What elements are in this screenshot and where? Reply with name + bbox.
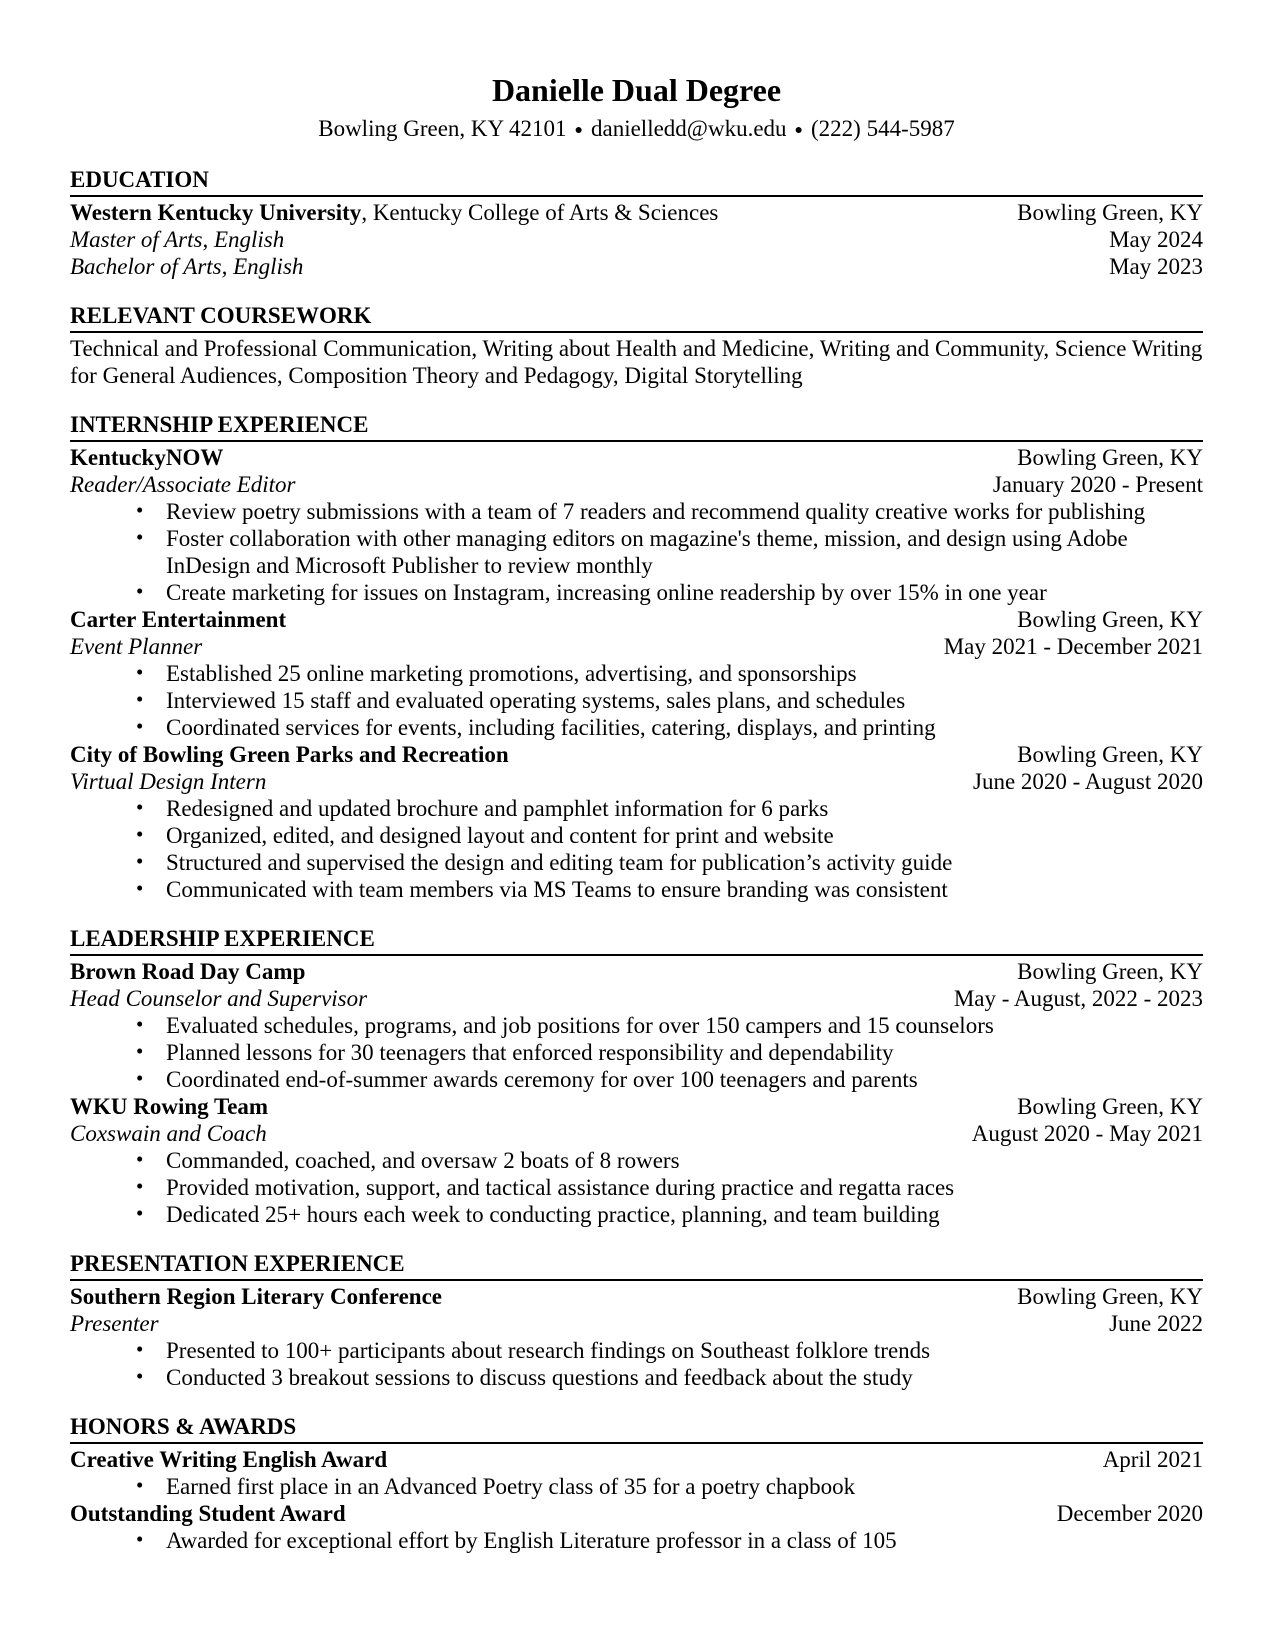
bullet-text: Review poetry submissions with a team of 7 readers and recommend quality creative works for publishing [166, 499, 1146, 524]
bullet-item [70, 1066, 1203, 1093]
bullet-item [70, 687, 1203, 714]
entry-location: Bowling Green, KY [1017, 200, 1203, 225]
bullet-item [70, 1201, 1203, 1228]
bullet-item [70, 1473, 1203, 1500]
entry-location: Bowling Green, KY [1017, 607, 1203, 632]
bullet-list [70, 498, 1203, 606]
org-suffix: , Kentucky College of Arts & Sciences [361, 200, 719, 225]
coursework-paragraph: Technical and Professional Communication, Writing about Health and Medicine, Writing and Community, Science Writing for General Audiences, Composition Theory and Pedagogy, Digital Storytelling [70, 336, 1203, 388]
org-name: Carter Entertainment [70, 607, 287, 632]
bullet-item [70, 822, 1203, 849]
bullet-item [70, 1174, 1203, 1201]
bullet-text: Conducted 3 breakout sessions to discuss questions and feedback about the study [166, 1365, 913, 1390]
entry-title [70, 199, 718, 226]
bullet-text: Organized, edited, and designed layout and content for print and website [166, 823, 834, 848]
org-name: WKU Rowing Team [70, 1094, 269, 1119]
bullet-text: Communicated with team members via MS Teams to ensure branding was consistent [166, 877, 948, 902]
entry-header-row [70, 958, 1203, 985]
entry [70, 741, 1203, 903]
entry-location: December 2020 [1056, 1501, 1203, 1526]
entry-dates: June 2020 - August 2020 [973, 769, 1203, 794]
entry-header-row [70, 741, 1203, 768]
resume-header [70, 70, 1203, 144]
entry-title [70, 606, 286, 633]
bullet-icon: • [136, 687, 144, 711]
section-honors-awards [70, 1413, 1203, 1554]
section-heading: PRESENTATION EXPERIENCE [70, 1250, 1203, 1281]
bullet-item [70, 1012, 1203, 1039]
bullet-list [70, 795, 1203, 903]
section-heading: INTERNSHIP EXPERIENCE [70, 411, 1203, 442]
entry-location: Bowling Green, KY [1017, 959, 1203, 984]
bullet-text: Established 25 online marketing promotions, advertising, and sponsorships [166, 661, 857, 686]
bullet-icon: • [136, 1039, 144, 1063]
bullet-icon: • [136, 876, 144, 900]
entry [70, 1446, 1203, 1500]
entry-role: Presenter [70, 1311, 159, 1336]
bullet-item [70, 1039, 1203, 1066]
bullet-icon: • [136, 660, 144, 684]
bullet-icon: • [136, 498, 144, 522]
bullet-item [70, 1527, 1203, 1554]
bullet-text: Commanded, coached, and oversaw 2 boats of 8 rowers [166, 1148, 680, 1173]
degree-date: May 2023 [1109, 254, 1203, 279]
org-name: Brown Road Day Camp [70, 959, 306, 984]
entry-location: Bowling Green, KY [1017, 1094, 1203, 1119]
contact-phone: (222) 544-5987 [811, 116, 955, 141]
entry [70, 606, 1203, 741]
entry-title [70, 1500, 346, 1527]
bullet-item [70, 876, 1203, 903]
entry-dates: May - August, 2022 - 2023 [953, 986, 1203, 1011]
section-heading: EDUCATION [70, 166, 1203, 197]
bullet-item [70, 498, 1203, 525]
bullet-icon: • [136, 1147, 144, 1171]
entry [70, 1500, 1203, 1554]
bullet-text: Awarded for exceptional effort by English Literature professor in a class of 105 [166, 1528, 897, 1553]
entry-dates: May 2021 - December 2021 [943, 634, 1203, 659]
section-heading: HONORS & AWARDS [70, 1413, 1203, 1444]
bullet-icon: • [136, 1066, 144, 1090]
bullet-item [70, 849, 1203, 876]
bullet-list [70, 660, 1203, 741]
bullet-icon: • [136, 1012, 144, 1036]
entry-header-row [70, 606, 1203, 633]
bullet-list [70, 1473, 1203, 1500]
bullet-icon: • [136, 579, 144, 603]
entry-subheader-row [70, 633, 1203, 660]
entry-role: Head Counselor and Supervisor [70, 986, 368, 1011]
bullet-icon: • [136, 1201, 144, 1225]
entry-header-row [70, 1446, 1203, 1473]
bullet-icon: • [136, 1364, 144, 1388]
bullet-text: Planned lessons for 30 teenagers that enforced responsibility and dependability [166, 1040, 894, 1065]
bullet-list [70, 1337, 1203, 1391]
entry-header-row [70, 1093, 1203, 1120]
entry-subheader-row [70, 1120, 1203, 1147]
bullet-icon: • [136, 1337, 144, 1361]
degree-name: Bachelor of Arts, English [70, 254, 304, 279]
bullet-item [70, 1147, 1203, 1174]
section-heading: LEADERSHIP EXPERIENCE [70, 925, 1203, 956]
org-name: KentuckyNOW [70, 445, 224, 470]
bullet-text: Foster collaboration with other managing editors on magazine's theme, mission, and design using Adobe InDesign and Microsoft Publisher to review monthly [166, 526, 1128, 578]
bullet-text: Coordinated end-of-summer awards ceremony for over 100 teenagers and parents [166, 1067, 918, 1092]
org-name: City of Bowling Green Parks and Recreation [70, 742, 509, 767]
entry-location: April 2021 [1102, 1447, 1203, 1472]
bullet-text: Provided motivation, support, and tactical assistance during practice and regatta races [166, 1175, 955, 1200]
entry-role: Reader/Associate Editor [70, 472, 296, 497]
bullet-item [70, 1337, 1203, 1364]
entry-header-row [70, 1500, 1203, 1527]
bullet-icon: • [136, 1174, 144, 1198]
bullet-text: Create marketing for issues on Instagram, increasing online readership by over 15% in one year [166, 580, 1047, 605]
org-name: Southern Region Literary Conference [70, 1284, 442, 1309]
candidate-name: Danielle Dual Degree [491, 72, 782, 108]
org-name: Western Kentucky University [70, 200, 362, 225]
contact-location: Bowling Green, KY 42101 [318, 116, 567, 141]
section-leadership-experience [70, 925, 1203, 1228]
bullet-text: Dedicated 25+ hours each week to conducting practice, planning, and team building [166, 1202, 940, 1227]
degree-name: Master of Arts, English [70, 227, 285, 252]
entry-title [70, 958, 305, 985]
entry-role: Virtual Design Intern [70, 769, 267, 794]
entry-location: Bowling Green, KY [1017, 1284, 1203, 1309]
entry-location: Bowling Green, KY [1017, 742, 1203, 767]
bullet-text: Earned first place in an Advanced Poetry class of 35 for a poetry chapbook [166, 1474, 856, 1499]
contact-line [70, 115, 1203, 144]
bullet-text: Presented to 100+ participants about research findings on Southeast folklore trends [166, 1338, 931, 1363]
section-presentation-experience [70, 1250, 1203, 1391]
resume-sections [70, 166, 1203, 1554]
bullet-separator-icon: ● [794, 123, 804, 138]
bullet-icon: • [136, 714, 144, 738]
bullet-text: Redesigned and updated brochure and pamphlet information for 6 parks [166, 796, 829, 821]
bullet-item [70, 579, 1203, 606]
bullet-icon: • [136, 525, 144, 549]
entry-subheader-row [70, 768, 1203, 795]
entry [70, 958, 1203, 1093]
degree-date: May 2024 [1109, 227, 1203, 252]
bullet-text: Evaluated schedules, programs, and job positions for over 150 campers and 15 counselors [166, 1013, 994, 1038]
entry-subheader-row [70, 1310, 1203, 1337]
bullet-icon: • [136, 1473, 144, 1497]
entry-title [70, 741, 509, 768]
bullet-separator-icon: ● [574, 123, 583, 138]
entry [70, 444, 1203, 606]
entry-title [70, 1283, 442, 1310]
bullet-item [70, 1364, 1203, 1391]
entry-role: Event Planner [70, 634, 203, 659]
entry [70, 1093, 1203, 1228]
bullet-icon: • [136, 1527, 144, 1551]
bullet-text: Structured and supervised the design and editing team for publication’s activity guide [166, 850, 953, 875]
section-education [70, 166, 1203, 280]
degree-row [70, 253, 1203, 280]
section-heading: RELEVANT COURSEWORK [70, 302, 1203, 333]
entry-subheader-row [70, 985, 1203, 1012]
bullet-item [70, 660, 1203, 687]
entry [70, 1283, 1203, 1391]
entry-dates: January 2020 - Present [992, 472, 1203, 497]
entry-header-row [70, 1283, 1203, 1310]
entry [70, 199, 1203, 280]
bullet-text: Interviewed 15 staff and evaluated operating systems, sales plans, and schedules [166, 688, 906, 713]
bullet-list [70, 1527, 1203, 1554]
entry-title [70, 1446, 387, 1473]
bullet-icon: • [136, 849, 144, 873]
bullet-list [70, 1012, 1203, 1093]
org-name: Outstanding Student Award [70, 1501, 346, 1526]
entry-subheader-row [70, 471, 1203, 498]
bullet-text: Coordinated services for events, including facilities, catering, displays, and printing [166, 715, 936, 740]
entry-dates: June 2022 [1109, 1311, 1203, 1336]
contact-email: danielledd@wku.edu [591, 116, 787, 141]
entry-dates: August 2020 - May 2021 [971, 1121, 1203, 1146]
section-internship-experience [70, 411, 1203, 903]
entry-location: Bowling Green, KY [1017, 445, 1203, 470]
org-name: Creative Writing English Award [70, 1447, 388, 1472]
entry-title [70, 444, 223, 471]
entry-header-row [70, 444, 1203, 471]
degree-row [70, 226, 1203, 253]
bullet-item [70, 714, 1203, 741]
bullet-list [70, 1147, 1203, 1228]
entry-header-row [70, 199, 1203, 226]
entry-role: Coxswain and Coach [70, 1121, 267, 1146]
bullet-item [70, 795, 1203, 822]
bullet-icon: • [136, 822, 144, 846]
entry-title [70, 1093, 268, 1120]
section-relevant-coursework [70, 302, 1203, 389]
bullet-icon: • [136, 795, 144, 819]
bullet-item [70, 525, 1203, 579]
